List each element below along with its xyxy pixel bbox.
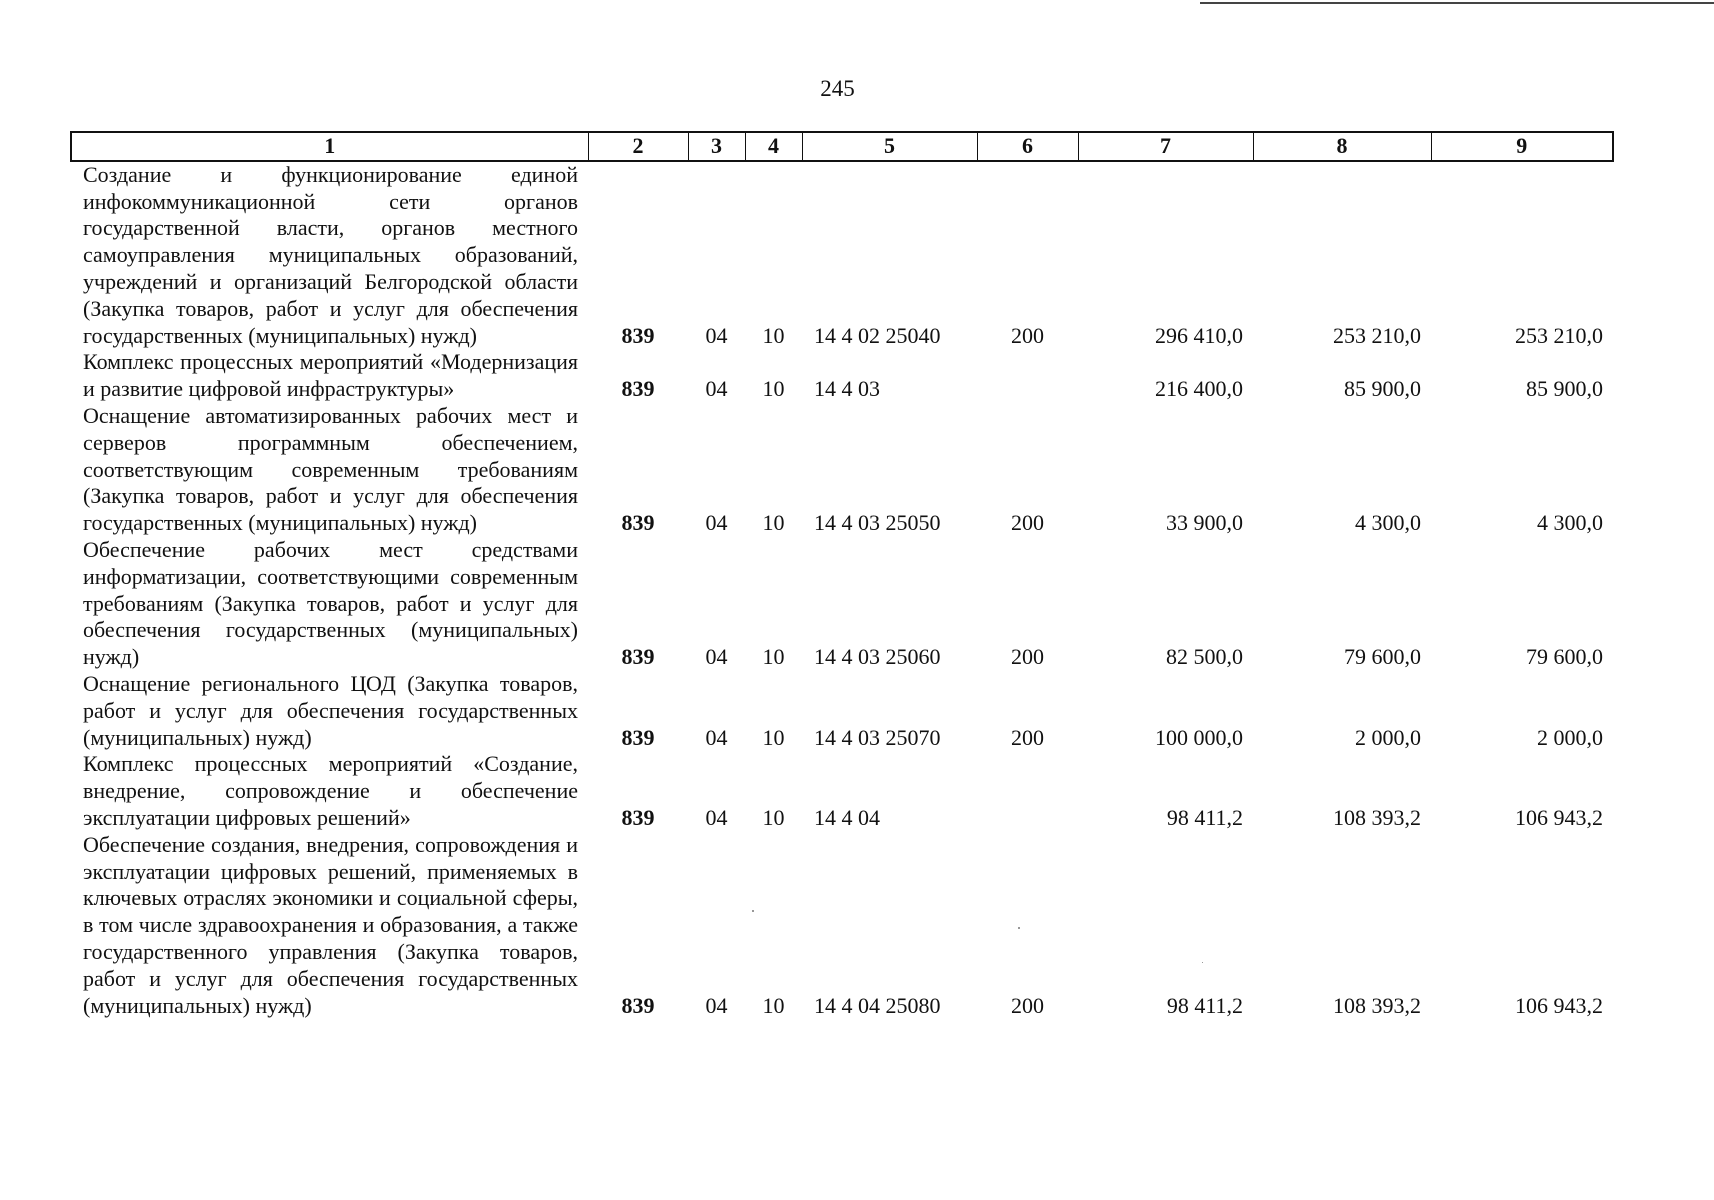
table-row [71, 349, 1613, 403]
cell-col-9: 2 000,0 [1537, 724, 1603, 750]
cell-col-6 [977, 751, 1078, 831]
cell-col-8: 108 393,2 [1333, 804, 1421, 830]
header-col-8: 8 [1253, 132, 1431, 161]
cell-col-4: 10 [762, 992, 785, 1018]
scan-speck [1202, 962, 1203, 963]
cell-col-7: 82 500,0 [1166, 644, 1243, 670]
row-description: Обеспечение рабочих мест средствами информатизации, соответствующими современным требованиям (Закупка товаров, работ и услуг для обеспечения государственных (муниципальных) нужд) [83, 536, 578, 670]
cell-col-9: 79 600,0 [1526, 644, 1603, 670]
cell-col-5: 14 4 03 25070 [814, 724, 941, 750]
cell-col-8: 4 300,0 [1355, 510, 1421, 536]
cell-col-5: 14 4 03 [814, 376, 880, 402]
cell-col-2: 839 [621, 992, 655, 1018]
cell-col-9: 4 300,0 [1537, 510, 1603, 536]
table-header [71, 132, 1613, 161]
header-row [71, 132, 1613, 161]
header-col-9: 9 [1431, 132, 1613, 161]
row-description: Комплекс процессных мероприятий «Модернизация и развитие цифровой инфраструктуры» [83, 349, 578, 402]
cell-col-5: 14 4 04 [814, 804, 880, 830]
cell-col-3: 04 [705, 724, 728, 750]
cell-col-3: 04 [705, 510, 728, 536]
cell-col-3: 04 [705, 804, 728, 830]
cell-col-4: 10 [762, 724, 785, 750]
cell-col-7: 33 900,0 [1166, 510, 1243, 536]
cell-col-8: 85 900,0 [1344, 376, 1421, 402]
cell-col-2: 839 [621, 510, 655, 536]
header-col-5: 5 [802, 132, 977, 161]
table-row [71, 751, 1613, 831]
cell-col-6: 200 [1011, 724, 1044, 750]
cell-col-4: 10 [762, 510, 785, 536]
cell-col-7: 100 000,0 [1155, 724, 1243, 750]
table-body [71, 161, 1613, 1020]
table-row [71, 161, 1613, 350]
header-col-7: 7 [1078, 132, 1253, 161]
cell-col-8: 2 000,0 [1355, 724, 1421, 750]
cell-col-4: 10 [762, 804, 785, 830]
cell-col-4: 10 [762, 376, 785, 402]
table-row [71, 537, 1613, 671]
cell-col-2: 839 [621, 322, 655, 348]
cell-col-6: 200 [1011, 510, 1044, 536]
header-col-3: 3 [688, 132, 745, 161]
cell-col-8: 79 600,0 [1344, 644, 1421, 670]
budget-table [70, 131, 1614, 1019]
cell-col-3: 04 [705, 376, 728, 402]
table-row [71, 671, 1613, 751]
cell-col-5: 14 4 03 25060 [814, 644, 941, 670]
cell-col-7: 296 410,0 [1155, 322, 1243, 348]
cell-col-9: 106 943,2 [1515, 992, 1603, 1018]
cell-col-2: 839 [621, 376, 655, 402]
cell-col-2: 839 [621, 804, 655, 830]
cell-col-7: 216 400,0 [1155, 376, 1243, 402]
cell-col-6: 200 [1011, 644, 1044, 670]
cell-col-9: 253 210,0 [1515, 322, 1603, 348]
row-description: Обеспечение создания, внедрения, сопровождения и эксплуатации цифровых решений, применяемых в ключевых отраслях экономики и социальной сферы, в том числе здравоохранения и образования, а также государственного управления (Закупка товаров, работ и услуг для обеспечения государственных (муниципальных) нужд) [83, 831, 578, 1018]
scan-speck [752, 910, 754, 912]
cell-col-7: 98 411,2 [1166, 804, 1243, 830]
header-col-1: 1 [71, 132, 588, 161]
cell-col-8: 253 210,0 [1333, 322, 1421, 348]
cell-col-7: 98 411,2 [1166, 992, 1243, 1018]
cell-col-2: 839 [621, 724, 655, 750]
header-col-4: 4 [745, 132, 802, 161]
cell-col-9: 85 900,0 [1526, 376, 1603, 402]
cell-col-3: 04 [705, 322, 728, 348]
cell-col-5: 14 4 03 25050 [814, 510, 941, 536]
top-rule [1200, 2, 1714, 4]
scan-speck [1018, 927, 1020, 929]
cell-col-6: 200 [1011, 992, 1044, 1018]
cell-col-4: 10 [762, 322, 785, 348]
header-col-2: 2 [588, 132, 688, 161]
row-description: Создание и функционирование единой инфокоммуникационной сети органов государственной власти, органов местного самоуправления муниципальных образований, учреждений и организаций Белгородской области (Закупка товаров, работ и услуг для обеспечения государственных (муниципальных) нужд) [83, 161, 578, 348]
cell-col-3: 04 [705, 992, 728, 1018]
cell-col-8: 108 393,2 [1333, 992, 1421, 1018]
row-description: Оснащение автоматизированных рабочих мест и серверов программным обеспечением, соответствующим современным требованиям (Закупка товаров, работ и услуг для обеспечения государственных (муниципальных) нужд) [83, 402, 578, 536]
cell-col-5: 14 4 02 25040 [814, 322, 941, 348]
row-description: Комплекс процессных мероприятий «Создание, внедрение, сопровождение и обеспечение эксплуатации цифровых решений» [83, 751, 578, 830]
cell-col-6 [977, 349, 1078, 403]
table-row [71, 832, 1613, 1020]
cell-col-5: 14 4 04 25080 [814, 992, 941, 1018]
cell-col-4: 10 [762, 644, 785, 670]
table-row [71, 403, 1613, 537]
header-col-6: 6 [977, 132, 1078, 161]
cell-col-2: 839 [621, 644, 655, 670]
page-number: 245 [820, 76, 855, 101]
cell-col-6: 200 [1011, 322, 1044, 348]
cell-col-3: 04 [705, 644, 728, 670]
row-description: Оснащение регионального ЦОД (Закупка товаров, работ и услуг для обеспечения государственных (муниципальных) нужд) [83, 670, 578, 750]
cell-col-9: 106 943,2 [1515, 804, 1603, 830]
